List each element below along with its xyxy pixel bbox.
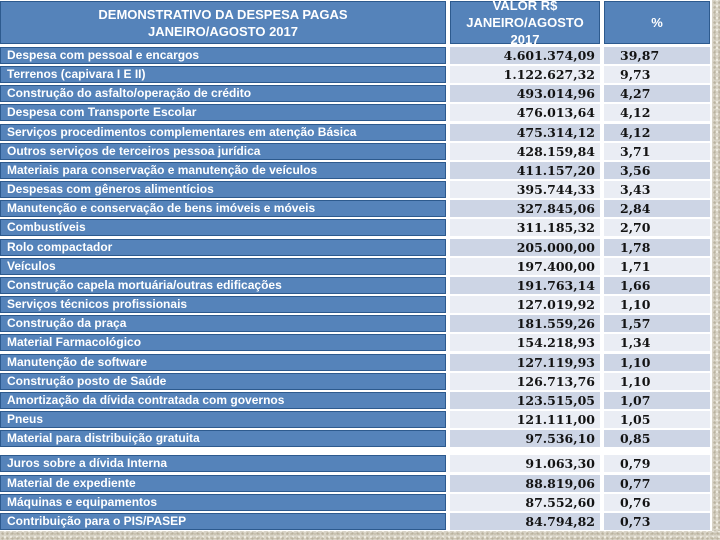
row-description: Manutenção de software bbox=[0, 354, 446, 371]
table-row bbox=[0, 181, 710, 198]
table-row bbox=[0, 513, 710, 530]
row-description: Máquinas e equipamentos bbox=[0, 494, 446, 511]
row-description: Construção da praça bbox=[0, 315, 446, 332]
row-value: 311.185,32 bbox=[450, 219, 600, 236]
table-row bbox=[0, 392, 710, 409]
row-percent: 2,84 bbox=[604, 200, 710, 217]
slide-background-texture-bottom bbox=[0, 531, 720, 540]
row-percent: 1,57 bbox=[604, 315, 710, 332]
slide-background-texture-right bbox=[712, 0, 720, 540]
row-value: 4.601.374,09 bbox=[450, 47, 600, 64]
row-value: 127.119,93 bbox=[450, 354, 600, 371]
row-value: 197.400,00 bbox=[450, 258, 600, 275]
row-percent: 1,10 bbox=[604, 354, 710, 371]
table-row bbox=[0, 494, 710, 511]
table-row bbox=[0, 219, 710, 236]
row-value: 181.559,26 bbox=[450, 315, 600, 332]
row-description: Serviços técnicos profissionais bbox=[0, 296, 446, 313]
table-header-percent bbox=[604, 1, 710, 44]
row-description: Serviços procedimentos complementares em atenção Básica bbox=[0, 124, 446, 141]
row-value: 411.157,20 bbox=[450, 162, 600, 179]
row-percent: 3,71 bbox=[604, 143, 710, 160]
row-percent: 3,56 bbox=[604, 162, 710, 179]
row-description: Despesa com pessoal e encargos bbox=[0, 47, 446, 64]
table-row bbox=[0, 124, 710, 141]
row-description: Material Farmacológico bbox=[0, 334, 446, 351]
row-percent: 4,12 bbox=[604, 124, 710, 141]
row-value: 121.111,00 bbox=[450, 411, 600, 428]
row-value: 493.014,96 bbox=[450, 85, 600, 102]
row-description: Veículos bbox=[0, 258, 446, 275]
row-value: 91.063,30 bbox=[450, 455, 600, 472]
row-description: Pneus bbox=[0, 411, 446, 428]
row-value: 475.314,12 bbox=[450, 124, 600, 141]
row-value: 127.019,92 bbox=[450, 296, 600, 313]
row-percent: 0,76 bbox=[604, 494, 710, 511]
row-percent: 39,87 bbox=[604, 47, 710, 64]
row-value: 84.794,82 bbox=[450, 513, 600, 530]
row-description: Rolo compactador bbox=[0, 239, 446, 256]
row-value: 191.763,14 bbox=[450, 277, 600, 294]
table-row bbox=[0, 200, 710, 217]
row-percent: 2,70 bbox=[604, 219, 710, 236]
row-percent: 1,71 bbox=[604, 258, 710, 275]
table-header-description bbox=[0, 1, 446, 44]
table-header-value bbox=[450, 0, 600, 47]
row-description: Juros sobre a dívida Interna bbox=[0, 455, 446, 472]
table-row bbox=[0, 354, 710, 371]
table-row bbox=[0, 315, 710, 332]
row-value: 327.845,06 bbox=[450, 200, 600, 217]
row-description: Construção capela mortuária/outras edificações bbox=[0, 277, 446, 294]
row-percent: 1,05 bbox=[604, 411, 710, 428]
row-value: 395.744,33 bbox=[450, 181, 600, 198]
row-percent: 0,77 bbox=[604, 475, 710, 492]
table-row bbox=[0, 143, 710, 160]
row-description: Material de expediente bbox=[0, 475, 446, 492]
table-row bbox=[0, 66, 710, 83]
row-value: 428.159,84 bbox=[450, 143, 600, 160]
table-header-row bbox=[0, 0, 710, 47]
table-row bbox=[0, 104, 710, 121]
row-group-spacer bbox=[0, 449, 710, 453]
row-description: Materiais para conservação e manutenção de veículos bbox=[0, 162, 446, 179]
row-description: Construção posto de Saúde bbox=[0, 373, 446, 390]
table-row bbox=[0, 411, 710, 428]
table-row bbox=[0, 47, 710, 64]
row-percent: 1,10 bbox=[604, 296, 710, 313]
row-value: 205.000,00 bbox=[450, 239, 600, 256]
row-value: 87.552,60 bbox=[450, 494, 600, 511]
row-description: Terrenos (capivara I E II) bbox=[0, 66, 446, 83]
row-percent: 0,79 bbox=[604, 455, 710, 472]
table-row bbox=[0, 296, 710, 313]
row-value: 154.218,93 bbox=[450, 334, 600, 351]
row-percent: 0,73 bbox=[604, 513, 710, 530]
table-body bbox=[0, 47, 710, 530]
row-description: Outros serviços de terceiros pessoa jurídica bbox=[0, 143, 446, 160]
row-value: 126.713,76 bbox=[450, 373, 600, 390]
row-description: Amortização da dívida contratada com governos bbox=[0, 392, 446, 409]
row-description: Despesa com Transporte Escolar bbox=[0, 104, 446, 121]
header-value-line1: VALOR R$ bbox=[492, 0, 558, 13]
row-percent: 4,27 bbox=[604, 85, 710, 102]
row-description: Contribuição para o PIS/PASEP bbox=[0, 513, 446, 530]
row-description: Manutenção e conservação de bens imóveis e móveis bbox=[0, 200, 446, 217]
row-description: Material para distribuição gratuita bbox=[0, 430, 446, 447]
table-row bbox=[0, 277, 710, 294]
row-percent: 9,73 bbox=[604, 66, 710, 83]
header-title-line1: DEMONSTRATIVO DA DESPESA PAGAS bbox=[98, 6, 348, 22]
table-row bbox=[0, 162, 710, 179]
row-percent: 3,43 bbox=[604, 181, 710, 198]
row-description: Construção do asfalto/operação de crédito bbox=[0, 85, 446, 102]
expense-table bbox=[0, 1, 710, 530]
table-row bbox=[0, 475, 710, 492]
table-row bbox=[0, 258, 710, 275]
row-value: 97.536,10 bbox=[450, 430, 600, 447]
table-row bbox=[0, 239, 710, 256]
row-description: Combustíveis bbox=[0, 219, 446, 236]
table-row bbox=[0, 373, 710, 390]
row-value: 476.013,64 bbox=[450, 104, 600, 121]
row-percent: 1,78 bbox=[604, 239, 710, 256]
header-value-line2: JANEIRO/AGOSTO 2017 bbox=[466, 15, 584, 47]
row-percent: 1,34 bbox=[604, 334, 710, 351]
table-row bbox=[0, 85, 710, 102]
row-percent: 0,85 bbox=[604, 430, 710, 447]
row-percent: 1,10 bbox=[604, 373, 710, 390]
table-row bbox=[0, 430, 710, 447]
table-row bbox=[0, 334, 710, 351]
row-percent: 1,66 bbox=[604, 277, 710, 294]
row-value: 88.819,06 bbox=[450, 475, 600, 492]
table-row bbox=[0, 455, 710, 472]
row-value: 123.515,05 bbox=[450, 392, 600, 409]
row-percent: 4,12 bbox=[604, 104, 710, 121]
row-percent: 1,07 bbox=[604, 392, 710, 409]
header-percent-label: % bbox=[651, 15, 663, 30]
header-title-line2: JANEIRO/AGOSTO 2017 bbox=[147, 23, 299, 39]
row-description: Despesas com gêneros alimentícios bbox=[0, 181, 446, 198]
row-value: 1.122.627,32 bbox=[450, 66, 600, 83]
